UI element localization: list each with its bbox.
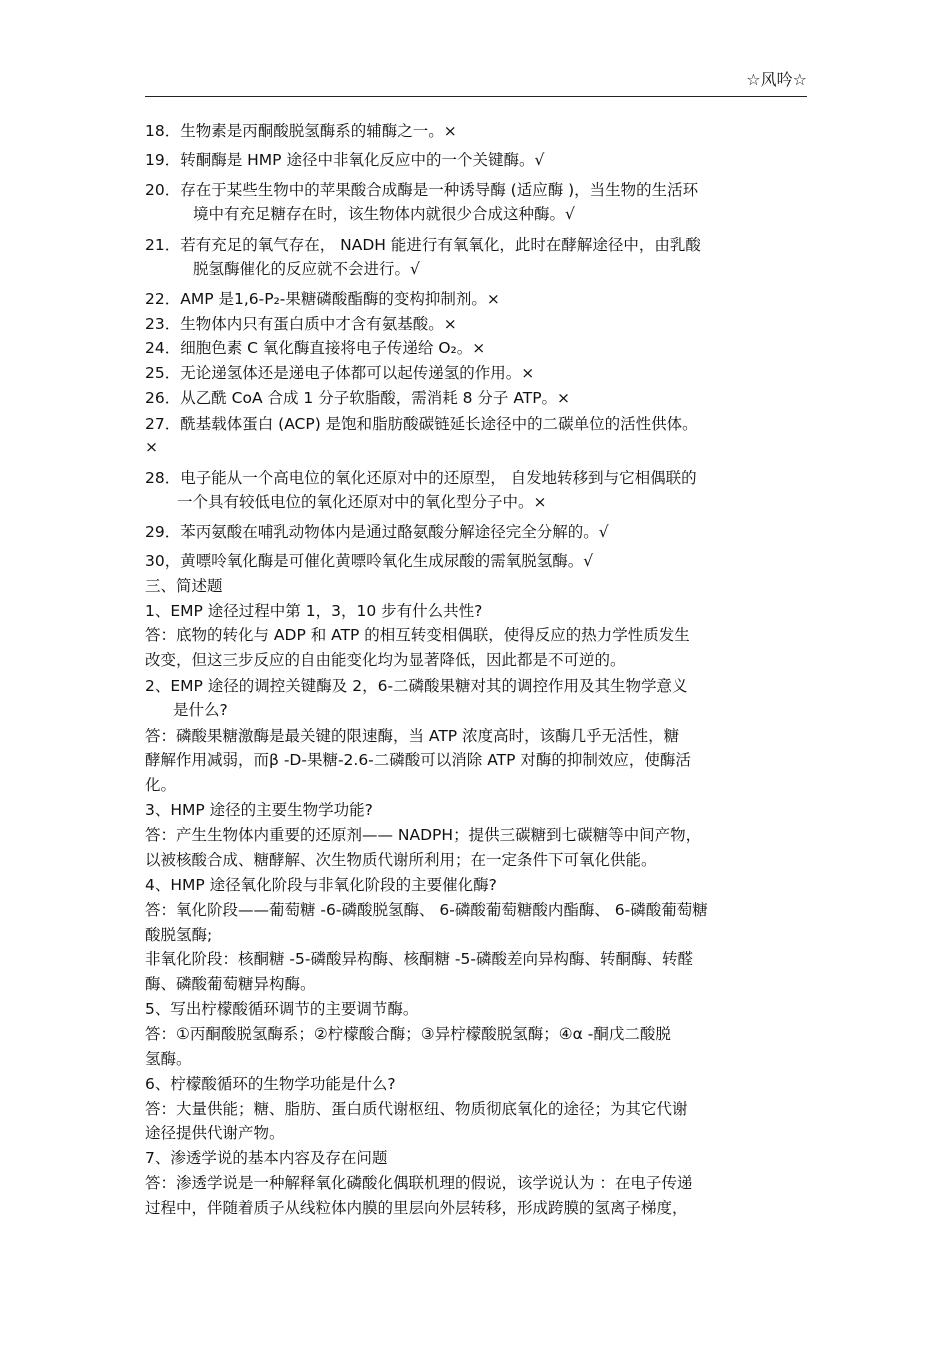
answer-line: 酵解作用减弱，而β -D-果糖-2.6-二磷酸可以消除 ATP 对酶的抑制效应，使酶活 — [145, 751, 691, 769]
answer-line: 答：①丙酮酸脱氢酶系；②柠檬酸合酶；③异柠檬酸脱氢酶；④α -酮戊二酸脱 — [145, 1025, 671, 1043]
section-heading: 三、简述题 — [145, 577, 223, 595]
question-line: 5、写出柠檬酸循环调节的主要调节酶。 — [145, 1000, 419, 1018]
text-line: 26．从乙酰 CoA 合成 1 分子软脂酸，需消耗 8 分子 ATP。× — [145, 389, 571, 407]
page-header — [145, 70, 807, 97]
text-line: 境中有充足糖存在时，该生物体内就很少合成这种酶。√ — [193, 205, 575, 223]
text-line: 20．存在于某些生物中的苹果酸合成酶是一种诱导酶 (适应酶 )，当生物的生活环 — [145, 181, 699, 199]
answer-line: 以被核酸合成、糖酵解、次生物质代谢所利用；在一定条件下可氧化供能。 — [145, 851, 657, 869]
text-line: 19．转酮酶是 HMP 途径中非氧化反应中的一个关键酶。√ — [145, 151, 545, 169]
text-line: 30，黄嘌呤氧化酶是可催化黄嘌呤氧化生成尿酸的需氧脱氢酶。√ — [145, 552, 594, 570]
text-line: 一个具有较低电位的氧化还原对中的氧化型分子中。× — [177, 493, 547, 511]
text-line: 18．生物素是丙酮酸脱氢酶系的辅酶之一。× — [145, 122, 457, 140]
question-line: 4、HMP 途径氧化阶段与非氧化阶段的主要催化酶? — [145, 876, 497, 894]
question-line: 2、EMP 途径的调控关键酶及 2，6-二磷酸果糖对其的调控作用及其生物学意义 — [145, 677, 688, 695]
header-title: ☆风吟☆ — [746, 70, 807, 89]
text-line: 22．AMP 是1,6-P₂-果糖磷酸酯酶的变构抑制剂。× — [145, 290, 500, 308]
answer-line: 非氧化阶段：核酮糖 -5-磷酸异构酶、核酮糖 -5-磷酸差向异构酶、转酮酶、转醛 — [145, 950, 693, 968]
text-line: 23．生物体内只有蛋白质中才含有氨基酸。× — [145, 315, 457, 333]
text-line: 28．电子能从一个高电位的氧化还原对中的还原型， 自发地转移到与它相偶联的 — [145, 469, 697, 487]
answer-line: 答：底物的转化与 ADP 和 ATP 的相互转变相偶联，使得反应的热力学性质发生 — [145, 626, 690, 644]
answer-line: 氢酶。 — [145, 1050, 192, 1068]
question-line: 是什么? — [173, 701, 228, 719]
question-line: 1、EMP 途径过程中第 1，3，10 步有什么共性? — [145, 602, 483, 620]
question-line: 6、柠檬酸循环的生物学功能是什么? — [145, 1075, 396, 1093]
header-divider — [145, 96, 807, 97]
answer-line: 途径提供代谢产物。 — [145, 1124, 285, 1142]
text-line: 脱氢酶催化的反应就不会进行。√ — [193, 260, 420, 278]
text-line: 29．苯丙氨酸在哺乳动物体内是通过酪氨酸分解途径完全分解的。√ — [145, 523, 609, 541]
answer-line: 答：磷酸果糖激酶是最关键的限速酶，当 ATP 浓度高时，该酶几乎无活性，糖 — [145, 727, 680, 745]
question-line: 7、渗透学说的基本内容及存在问题 — [145, 1149, 388, 1167]
answer-line: 化。 — [145, 776, 177, 794]
answer-line: 答：大量供能；糖、脂肪、蛋白质代谢枢纽、物质彻底氧化的途径；为其它代谢 — [145, 1100, 688, 1118]
answer-line: 改变，但这三步反应的自由能变化均为显著降低，因此都是不可逆的。 — [145, 651, 626, 669]
text-line: 21．若有充足的氧气存在， NADH 能进行有氧氧化，此时在酵解途径中，由乳酸 — [145, 236, 701, 254]
text-line: 24．细胞色素 C 氧化酶直接将电子传递给 O₂。× — [145, 339, 486, 357]
text-line: 27．酰基载体蛋白 (ACP) 是饱和脂肪酸碳链延长途径中的二碳单位的活性供体。 — [145, 415, 698, 433]
text-line: 25．无论递氢体还是递电子体都可以起传递氢的作用。× — [145, 364, 535, 382]
answer-line: 过程中，伴随着质子从线粒体内膜的里层向外层转移，形成跨膜的氢离子梯度， — [145, 1199, 688, 1217]
answer-line: 答：产生生物体内重要的还原剂—— NADPH；提供三碳糖到七碳糖等中间产物， — [145, 826, 702, 844]
answer-line: 酶、磷酸葡萄糖异构酶。 — [145, 975, 316, 993]
text-line: × — [145, 438, 158, 456]
answer-line: 答：氧化阶段——葡萄糖 -6-磷酸脱氢酶、 6-磷酸葡萄糖酸内酯酶、 6-磷酸葡萄糖 — [145, 901, 708, 919]
answer-line: 酸脱氢酶; — [145, 926, 213, 944]
question-line: 3、HMP 途径的主要生物学功能? — [145, 801, 373, 819]
answer-line: 答：渗透学说是一种解释氧化磷酸化偶联机理的假说，该学说认为 ：在电子传递 — [145, 1174, 693, 1192]
